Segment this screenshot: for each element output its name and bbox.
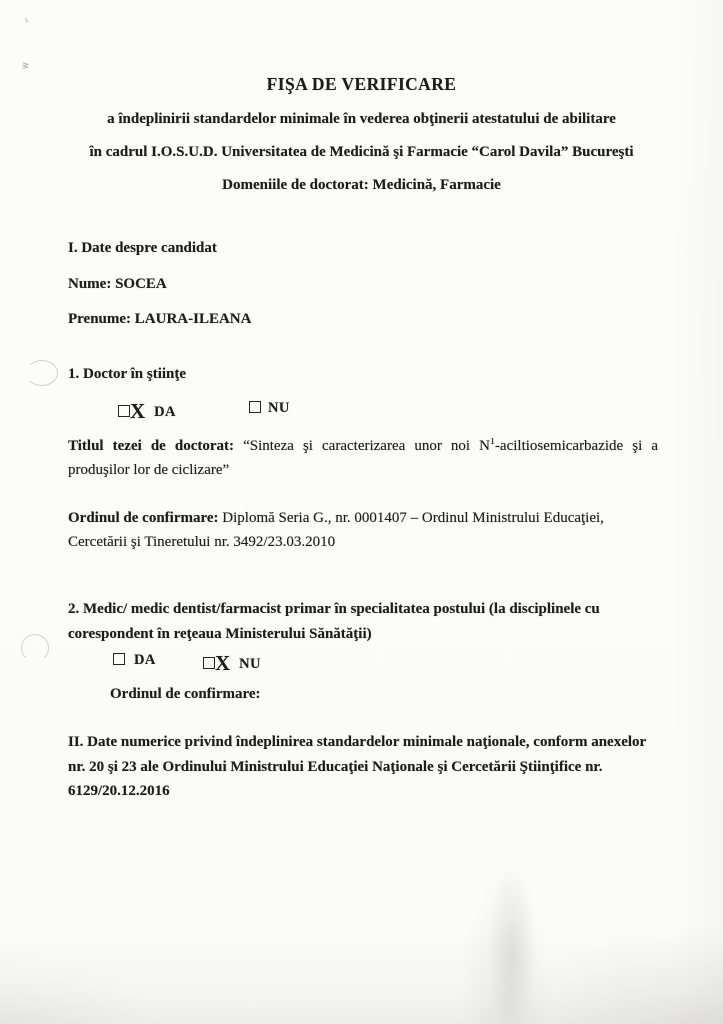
- nu-label: NU: [239, 656, 261, 672]
- question-2-heading-line2: corespondent în reţeaua Ministerului Sănătăţii): [68, 625, 372, 642]
- checkbox-checked-icon: [203, 657, 215, 669]
- question-2-checkbox-nu: [203, 651, 261, 673]
- order-confirmation-1-paragraph: [68, 506, 658, 554]
- document-subtitle-line3: Domeniile de doctorat: Medicină, Farmacie: [222, 177, 501, 193]
- da-label: DA: [154, 404, 176, 420]
- section-2-heading-line2: nr. 20 şi 23 ale Ordinului Ministrului Educaţiei Naţionale şi Cercetării Ştiinţifice nr.: [68, 758, 603, 775]
- thesis-title-line2: produşilor lor de ciclizare”: [68, 462, 230, 478]
- question-2-heading-line1: 2. Medic/ medic dentist/farmacist primar în specialitatea postului (la disciplinele cu: [68, 601, 600, 617]
- thesis-superscript: 1: [489, 438, 495, 447]
- section-1-heading: I. Date despre candidat: [68, 240, 217, 256]
- order-1-line2: Cercetării şi Tineretului nr. 3492/23.03.2010: [68, 534, 336, 550]
- checkbox-empty-icon: [113, 653, 125, 665]
- order-confirmation-2-label: Ordinul de confirmare:: [110, 686, 261, 702]
- thesis-title-line1: [68, 438, 658, 462]
- name-label: Nume:: [68, 276, 112, 292]
- document-subtitle-line1: a îndeplinirii standardelor minimale în vederea obţinerii atestatului de abilitare: [107, 111, 616, 127]
- question-1-checkbox-nu: [249, 399, 290, 417]
- x-mark: X: [215, 651, 231, 675]
- checkbox-empty-icon: [249, 401, 261, 413]
- pencil-squiggle-2: ᕒ: [21, 61, 30, 73]
- name-value: SOCEA: [115, 276, 167, 292]
- order-1-value-line1: Diplomă Seria G., nr. 0001407 – Ordinul Ministrului Educaţiei,: [222, 510, 604, 526]
- x-mark: X: [130, 399, 146, 423]
- document-title: FIŞA DE VERIFICARE: [266, 74, 457, 94]
- question-1-heading: 1. Doctor în ştiinţe: [68, 366, 187, 382]
- thesis-text-part1: “Sinteza şi caracterizarea unor noi N: [243, 438, 490, 454]
- section-2-heading: [68, 730, 658, 804]
- thesis-title-paragraph: [68, 438, 658, 479]
- checkbox-checked-icon: [118, 405, 130, 417]
- punch-ring-1: [26, 360, 58, 386]
- firstname-label: Prenume:: [68, 311, 132, 327]
- punch-ring-2: [21, 634, 49, 662]
- section-2-heading-line3: 6129/20.12.2016: [68, 783, 170, 800]
- section-2-heading-line1: II. Date numerice privind îndeplinirea standardelor minimale naţionale, conform anexelor: [68, 734, 647, 750]
- order-1-line1: [68, 506, 658, 530]
- question-2-heading: [68, 597, 658, 646]
- pencil-squiggle-1: ᔆ: [24, 17, 30, 29]
- thesis-text-part2: -aciltiosemicarbazide şi a: [494, 438, 658, 454]
- question-1-checkbox-da: [118, 399, 176, 421]
- da-label: DA: [134, 652, 156, 668]
- candidate-name-row: [68, 276, 658, 293]
- firstname-value: LAURA-ILEANA: [134, 311, 252, 327]
- candidate-firstname-row: [68, 311, 658, 328]
- document-subtitle-line2: în cadrul I.O.S.U.D. Universitatea de Medicină şi Farmacie “Carol Davila” Bucureşti: [89, 144, 634, 160]
- question-2-checkbox-da: [113, 651, 156, 669]
- thesis-label: Titlul tezei de doctorat:: [68, 438, 235, 454]
- nu-label: NU: [268, 400, 290, 416]
- order-1-label: Ordinul de confirmare:: [68, 510, 219, 526]
